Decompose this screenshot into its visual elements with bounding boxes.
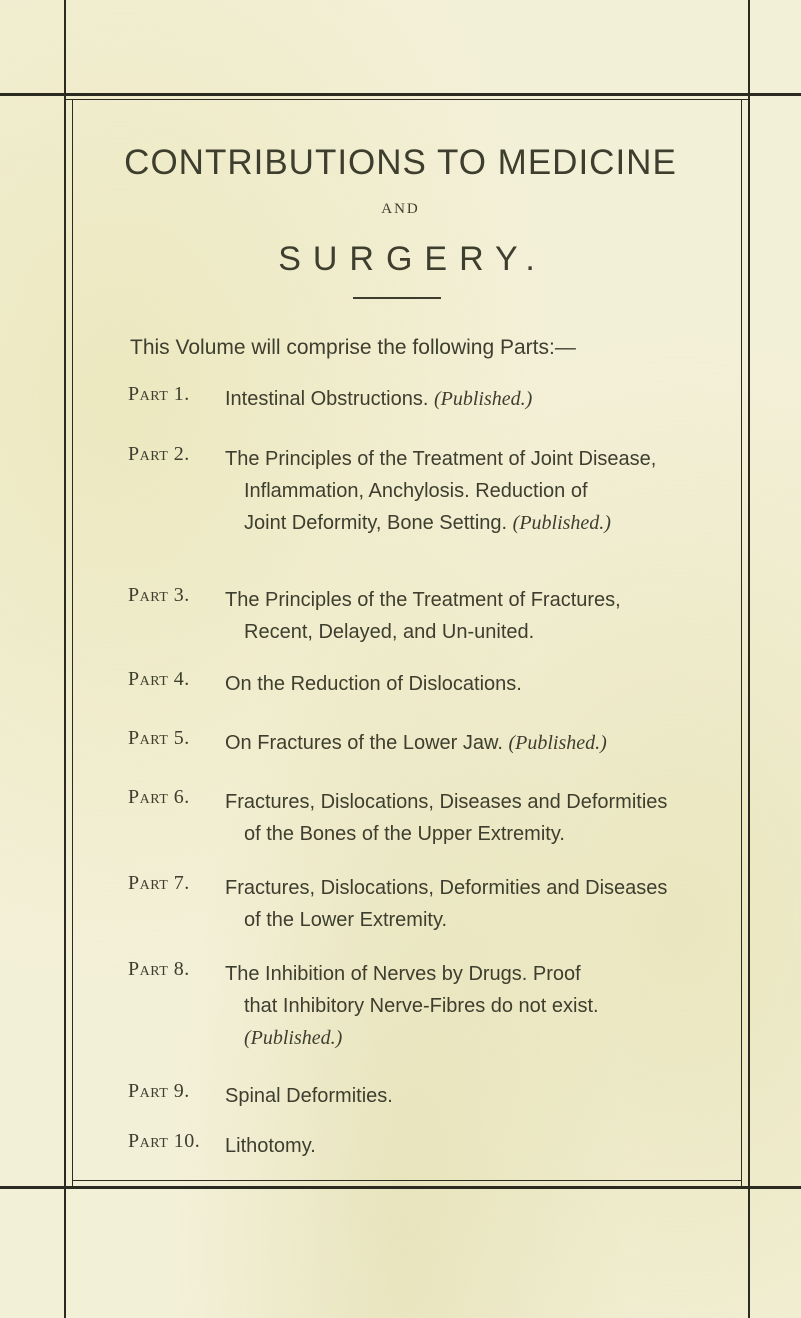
part-label: Part 7. [128,872,190,894]
part-description [225,1080,745,1112]
bottom-inner-line [72,1180,742,1181]
part-line: The Principles of the Treatment of Fractures, [225,589,621,611]
published-note: (Published.) [508,732,607,754]
right-border-line [748,0,750,1318]
top-border-line [0,93,801,96]
intro-text: This Volume will comprise the following Parts:— [130,336,576,359]
published-note: (Published.) [244,1027,343,1049]
part-label: Part 3. [128,584,190,606]
part-line: Inflammation, Anchylosis. Reduction of [244,480,588,502]
part-description [225,786,745,850]
part-line: The Inhibition of Nerves by Drugs. Proof [225,963,581,985]
part-line: Recent, Delayed, and Un-united. [244,621,535,643]
title-divider [353,297,441,299]
published-note: (Published.) [434,388,533,410]
part-line: On the Reduction of Dislocations. [225,673,522,695]
bottom-border-line [0,1186,801,1189]
part-line: Intestinal Obstructions. [225,388,429,410]
part-description [225,872,745,936]
part-label: Part 8. [128,958,190,980]
left-border-line [64,0,66,1318]
part-description [225,1130,745,1162]
part-description [225,584,745,648]
conjunction: AND [381,201,420,217]
part-label: Part 10. [128,1130,201,1152]
part-description [225,443,745,539]
part-description [225,958,745,1054]
part-line: Lithotomy. [225,1135,316,1157]
published-note: (Published.) [512,512,611,534]
part-line: Fractures, Dislocations, Diseases and Deformities [225,791,668,813]
top-inner-line [64,99,750,100]
part-label: Part 5. [128,727,190,749]
part-line: that Inhibitory Nerve-Fibres do not exist. [244,995,599,1017]
part-line: of the Bones of the Upper Extremity. [244,823,565,845]
part-line: Fractures, Dislocations, Deformities and Diseases [225,877,668,899]
part-description [225,383,745,415]
part-line: The Principles of the Treatment of Joint Disease, [225,448,657,470]
part-label: Part 2. [128,443,190,465]
part-line: Joint Deformity, Bone Setting. [244,512,508,534]
part-label: Part 4. [128,668,190,690]
page-subtitle: SURGERY. [278,240,547,278]
part-label: Part 9. [128,1080,190,1102]
part-line: of the Lower Extremity. [244,909,448,931]
page-title: CONTRIBUTIONS TO MEDICINE [124,143,677,182]
part-line: Spinal Deformities. [225,1085,393,1107]
part-label: Part 6. [128,786,190,808]
part-line: On Fractures of the Lower Jaw. [225,732,503,754]
part-description [225,727,745,759]
part-label: Part 1. [128,383,190,405]
part-description [225,668,745,700]
